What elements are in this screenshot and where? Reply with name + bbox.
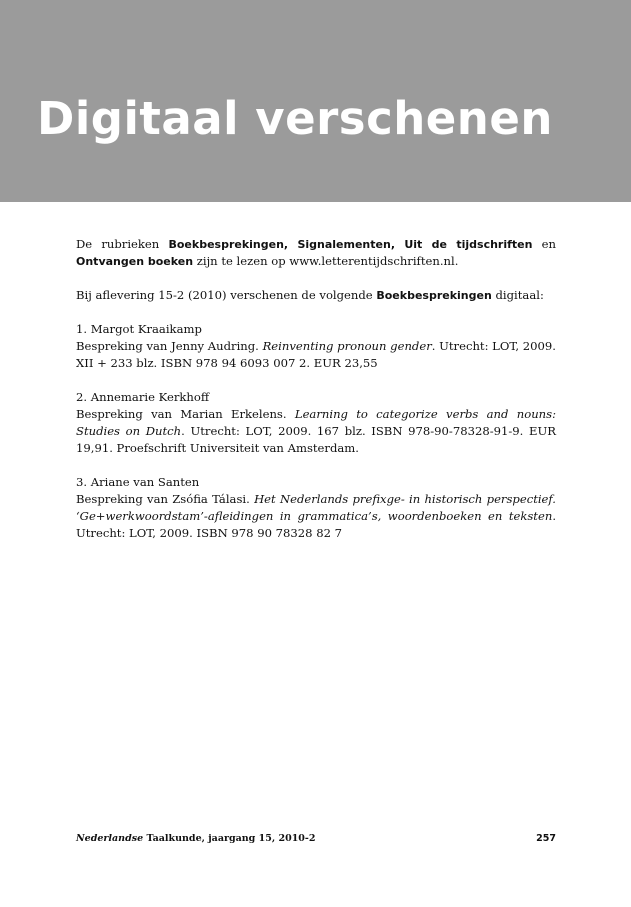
intro-bold-received: Ontvangen boeken <box>76 255 194 268</box>
review-author: 3. Ariane van Santen <box>76 475 200 489</box>
intro-text: en <box>532 237 556 251</box>
review-author: 2. Annemarie Kerkhoff <box>76 390 210 404</box>
review-author: 1. Margot Kraaikamp <box>76 322 202 336</box>
review-entry <box>76 491 556 542</box>
article-body <box>76 236 556 542</box>
review-text: Bespreking van Marian Erkelens. <box>76 407 295 421</box>
intro-text: De rubrieken <box>76 237 169 251</box>
page-title: Digitaal verschenen <box>37 92 553 145</box>
review-entry <box>76 338 556 372</box>
title-banner <box>0 0 631 202</box>
intro-paragraph <box>76 236 556 270</box>
journal-issue: Taalkunde, jaargang 15, 2010-2 <box>143 833 316 844</box>
intro-text: zijn te lezen op www.letterentijdschriften.nl. <box>193 254 459 268</box>
issue-bold: Boekbesprekingen <box>376 289 492 302</box>
review-book-title: Reinventing pronoun gender <box>262 339 432 353</box>
review-text: . Utrecht: LOT, 2009. ISBN 978 90 78328 82 7 <box>76 509 556 540</box>
intro-bold-rubrics: Boekbesprekingen, Signalementen, Uit de tijdschriften <box>168 238 533 251</box>
review-text: . Utrecht: LOT, 2009. XII + 233 blz. ISBN 978 94 6093 007 2. EUR 23,55 <box>76 339 556 370</box>
issue-text: digitaal: <box>491 288 544 302</box>
issue-paragraph <box>76 287 556 304</box>
review-text: . Utrecht: LOT, 2009. 167 blz. ISBN 978-90-78328-91-9. EUR 19,91. Proefschrift Universiteit van Amsterdam. <box>76 424 556 455</box>
review-book-title: Het Nederlands prefixge- in historisch perspectief. ‘Ge+werkwoordstam’-afleidingen in grammatica’s, woordenboeken en teksten <box>76 492 556 523</box>
issue-text: Bij aflevering 15-2 (2010) verschenen de volgende <box>76 288 377 302</box>
journal-citation <box>76 833 315 844</box>
review-text: Bespreking van Zsófia Tálasi. <box>76 492 255 506</box>
review-text: Bespreking van Jenny Audring. <box>76 339 263 353</box>
review-entry <box>76 406 556 457</box>
review-book-title: Learning to categorize verbs and nouns: Studies on Dutch <box>76 407 556 438</box>
page-number: 257 <box>536 833 556 844</box>
journal-name: Nederlandse <box>76 833 144 844</box>
page-footer <box>76 833 556 844</box>
